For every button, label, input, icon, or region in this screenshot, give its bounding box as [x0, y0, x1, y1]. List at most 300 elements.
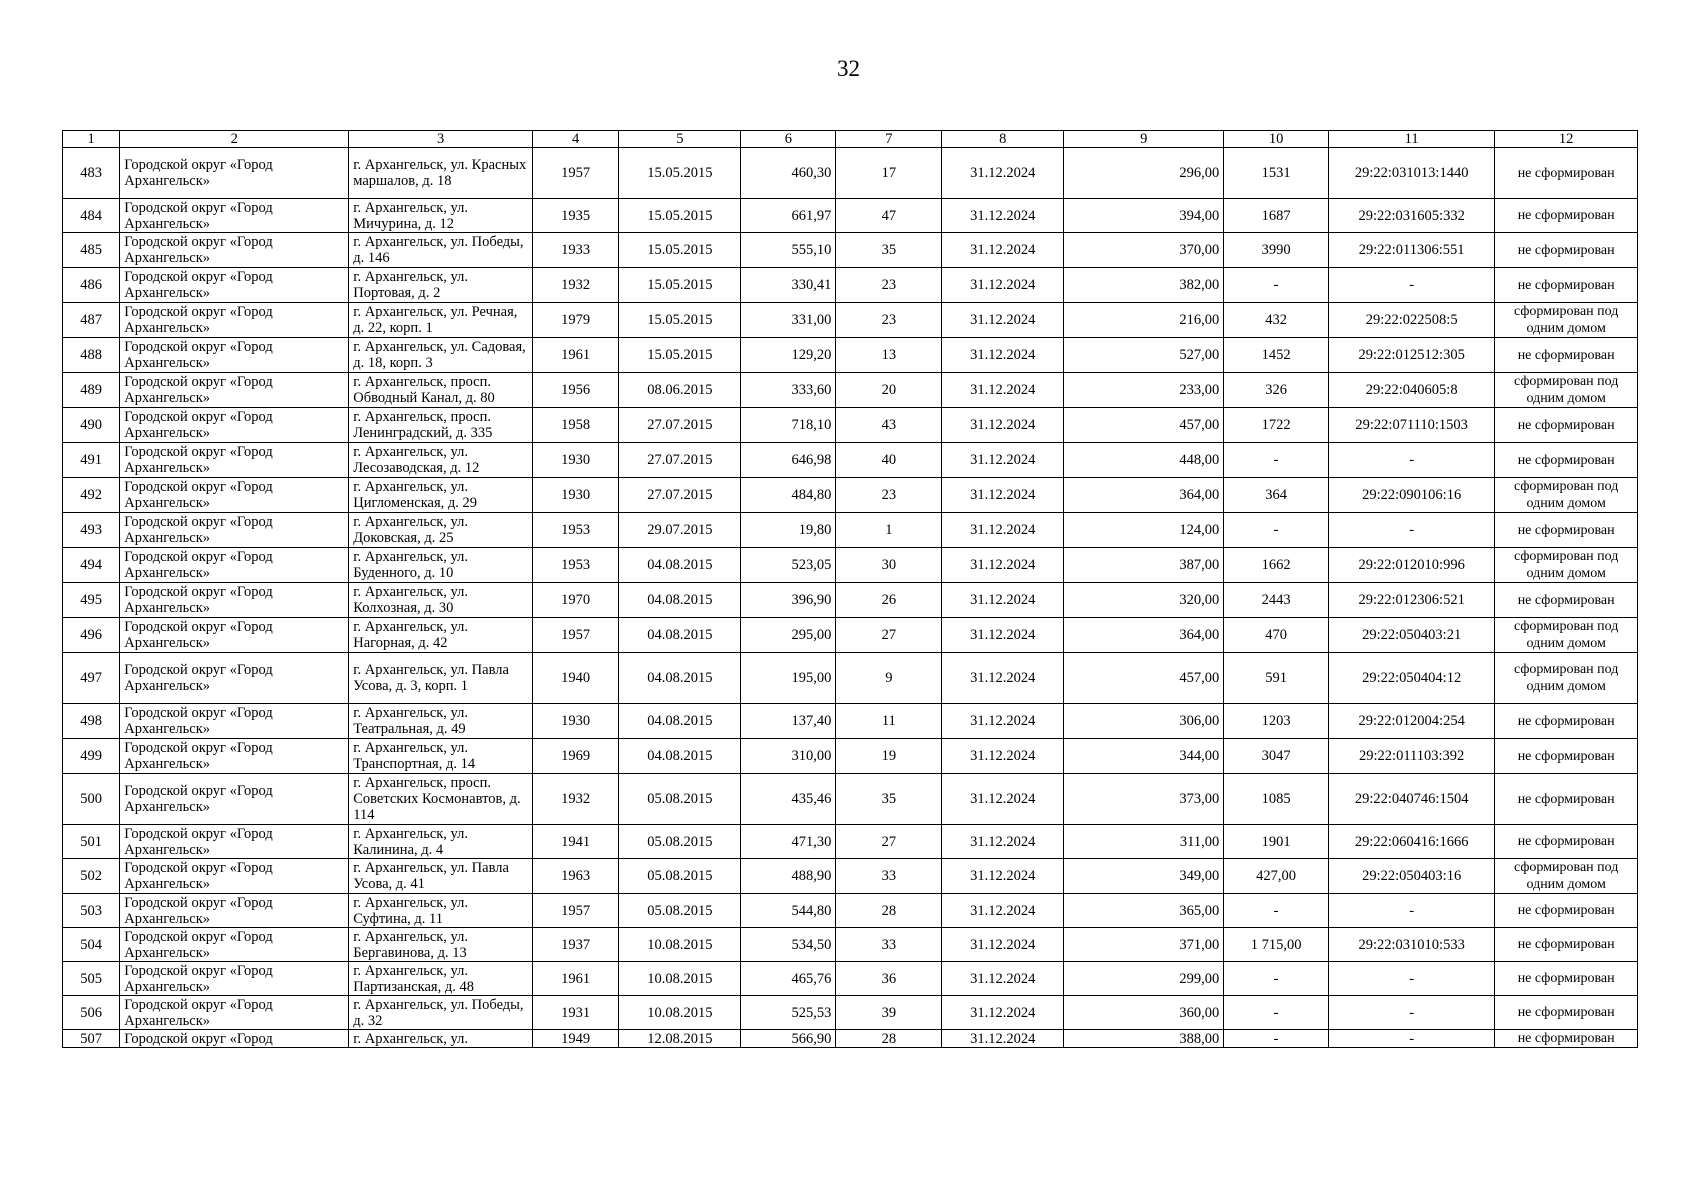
build-year-cell: 1933 [532, 233, 618, 268]
address-cell: г. Архангельск, ул. Цигломенская, д. 29 [349, 478, 533, 513]
table-row [63, 233, 1638, 268]
cadastral-number-cell: 29:22:031010:533 [1328, 928, 1494, 962]
owner-cell: Городской округ «Город Архангельск» [120, 233, 349, 268]
column-number-header: 6 [741, 131, 836, 148]
build-year-cell: 1956 [532, 373, 618, 408]
recognition-date-cell: 04.08.2015 [619, 548, 741, 583]
plot-status-cell: не сформирован [1495, 338, 1638, 373]
build-year-cell: 1957 [532, 894, 618, 928]
area-cell: 310,00 [741, 739, 836, 774]
row-number-cell: 492 [63, 478, 120, 513]
row-number-cell: 498 [63, 704, 120, 739]
area-cell: 331,00 [741, 303, 836, 338]
plot-area-cell: - [1224, 962, 1329, 996]
area-cell: 544,80 [741, 894, 836, 928]
cadastral-number-cell: - [1328, 1030, 1494, 1048]
recognition-date-cell: 05.08.2015 [619, 825, 741, 859]
land-area-cell: 320,00 [1064, 583, 1224, 618]
cadastral-number-cell: 29:22:012306:521 [1328, 583, 1494, 618]
area-cell: 646,98 [741, 443, 836, 478]
address-cell: г. Архангельск, ул. Мичурина, д. 12 [349, 199, 533, 233]
table-row [63, 443, 1638, 478]
row-number-cell: 499 [63, 739, 120, 774]
land-area-cell: 388,00 [1064, 1030, 1224, 1048]
row-number-cell: 486 [63, 268, 120, 303]
row-number-cell: 500 [63, 774, 120, 825]
owner-cell: Городской округ «Город Архангельск» [120, 859, 349, 894]
build-year-cell: 1932 [532, 268, 618, 303]
land-area-cell: 216,00 [1064, 303, 1224, 338]
land-area-cell: 373,00 [1064, 774, 1224, 825]
row-number-cell: 489 [63, 373, 120, 408]
cadastral-number-cell: - [1328, 996, 1494, 1030]
build-year-cell: 1937 [532, 928, 618, 962]
land-area-cell: 370,00 [1064, 233, 1224, 268]
resettlement-deadline-cell: 31.12.2024 [942, 199, 1064, 233]
recognition-date-cell: 27.07.2015 [619, 478, 741, 513]
address-cell: г. Архангельск, просп. Советских Космонавтов, д. 114 [349, 774, 533, 825]
area-cell: 460,30 [741, 148, 836, 199]
resettlement-deadline-cell: 31.12.2024 [942, 583, 1064, 618]
owner-cell: Городской округ «Город Архангельск» [120, 268, 349, 303]
plot-status-cell: не сформирован [1495, 233, 1638, 268]
row-number-cell: 502 [63, 859, 120, 894]
land-area-cell: 527,00 [1064, 338, 1224, 373]
column-number-header: 7 [836, 131, 942, 148]
table-row [63, 774, 1638, 825]
table-row [63, 583, 1638, 618]
owner-cell: Городской округ «Город Архангельск» [120, 739, 349, 774]
residents-count-cell: 17 [836, 148, 942, 199]
residents-count-cell: 40 [836, 443, 942, 478]
plot-status-cell: не сформирован [1495, 443, 1638, 478]
column-number-header: 11 [1328, 131, 1494, 148]
resettlement-deadline-cell: 31.12.2024 [942, 653, 1064, 704]
resettlement-deadline-cell: 31.12.2024 [942, 443, 1064, 478]
plot-area-cell: 470 [1224, 618, 1329, 653]
land-area-cell: 311,00 [1064, 825, 1224, 859]
table-row [63, 148, 1638, 199]
address-cell: г. Архангельск, ул. Павла Усова, д. 3, корп. 1 [349, 653, 533, 704]
resettlement-deadline-cell: 31.12.2024 [942, 268, 1064, 303]
resettlement-deadline-cell: 31.12.2024 [942, 962, 1064, 996]
owner-cell: Городской округ «Город Архангельск» [120, 548, 349, 583]
area-cell: 718,10 [741, 408, 836, 443]
row-number-cell: 504 [63, 928, 120, 962]
recognition-date-cell: 15.05.2015 [619, 148, 741, 199]
owner-cell: Городской округ «Город Архангельск» [120, 199, 349, 233]
plot-area-cell: 364 [1224, 478, 1329, 513]
residents-count-cell: 30 [836, 548, 942, 583]
table-row [63, 825, 1638, 859]
residents-count-cell: 28 [836, 1030, 942, 1048]
resettlement-deadline-cell: 31.12.2024 [942, 859, 1064, 894]
table-row [63, 408, 1638, 443]
area-cell: 523,05 [741, 548, 836, 583]
table-row [63, 303, 1638, 338]
row-number-cell: 487 [63, 303, 120, 338]
recognition-date-cell: 15.05.2015 [619, 233, 741, 268]
area-cell: 484,80 [741, 478, 836, 513]
plot-area-cell: - [1224, 1030, 1329, 1048]
table-row [63, 478, 1638, 513]
plot-status-cell: не сформирован [1495, 268, 1638, 303]
plot-area-cell: 1687 [1224, 199, 1329, 233]
recognition-date-cell: 04.08.2015 [619, 583, 741, 618]
build-year-cell: 1957 [532, 618, 618, 653]
cadastral-number-cell: - [1328, 268, 1494, 303]
plot-area-cell: - [1224, 513, 1329, 548]
land-area-cell: 394,00 [1064, 199, 1224, 233]
address-cell: г. Архангельск, ул. Колхозная, д. 30 [349, 583, 533, 618]
column-number-header: 10 [1224, 131, 1329, 148]
resettlement-deadline-cell: 31.12.2024 [942, 739, 1064, 774]
residents-count-cell: 9 [836, 653, 942, 704]
plot-area-cell: 1085 [1224, 774, 1329, 825]
table-row [63, 894, 1638, 928]
resettlement-deadline-cell: 31.12.2024 [942, 774, 1064, 825]
cadastral-number-cell: 29:22:040605:8 [1328, 373, 1494, 408]
plot-status-cell: не сформирован [1495, 148, 1638, 199]
plot-area-cell: 2443 [1224, 583, 1329, 618]
resettlement-deadline-cell: 31.12.2024 [942, 478, 1064, 513]
plot-area-cell: - [1224, 443, 1329, 478]
address-cell: г. Архангельск, ул. Победы, д. 146 [349, 233, 533, 268]
residents-count-cell: 27 [836, 825, 942, 859]
plot-status-cell: не сформирован [1495, 1030, 1638, 1048]
owner-cell: Городской округ «Город Архангельск» [120, 825, 349, 859]
plot-area-cell: - [1224, 996, 1329, 1030]
column-number-header: 2 [120, 131, 349, 148]
cadastral-number-cell: 29:22:012512:305 [1328, 338, 1494, 373]
area-cell: 333,60 [741, 373, 836, 408]
cadastral-number-cell: - [1328, 443, 1494, 478]
build-year-cell: 1941 [532, 825, 618, 859]
row-number-cell: 495 [63, 583, 120, 618]
address-cell: г. Архангельск, ул. Доковская, д. 25 [349, 513, 533, 548]
recognition-date-cell: 05.08.2015 [619, 859, 741, 894]
row-number-cell: 491 [63, 443, 120, 478]
table-row [63, 548, 1638, 583]
land-area-cell: 344,00 [1064, 739, 1224, 774]
plot-area-cell: 1662 [1224, 548, 1329, 583]
recognition-date-cell: 12.08.2015 [619, 1030, 741, 1048]
row-number-cell: 494 [63, 548, 120, 583]
residents-count-cell: 33 [836, 928, 942, 962]
land-area-cell: 364,00 [1064, 478, 1224, 513]
table-row [63, 996, 1638, 1030]
cadastral-number-cell: 29:22:011103:392 [1328, 739, 1494, 774]
area-cell: 566,90 [741, 1030, 836, 1048]
land-area-cell: 387,00 [1064, 548, 1224, 583]
residents-count-cell: 33 [836, 859, 942, 894]
build-year-cell: 1930 [532, 704, 618, 739]
owner-cell: Городской округ «Город Архангельск» [120, 513, 349, 548]
resettlement-deadline-cell: 31.12.2024 [942, 408, 1064, 443]
column-number-header: 3 [349, 131, 533, 148]
cadastral-number-cell: - [1328, 894, 1494, 928]
table-row [63, 653, 1638, 704]
plot-status-cell: не сформирован [1495, 774, 1638, 825]
table-row [63, 1030, 1638, 1048]
recognition-date-cell: 15.05.2015 [619, 338, 741, 373]
plot-status-cell: не сформирован [1495, 583, 1638, 618]
address-cell: г. Архангельск, просп. Обводный Канал, д. 80 [349, 373, 533, 408]
owner-cell: Городской округ «Город Архангельск» [120, 478, 349, 513]
plot-area-cell: 1 715,00 [1224, 928, 1329, 962]
owner-cell: Городской округ «Город Архангельск» [120, 408, 349, 443]
plot-status-cell: не сформирован [1495, 704, 1638, 739]
address-cell: г. Архангельск, ул. Калинина, д. 4 [349, 825, 533, 859]
column-number-header: 8 [942, 131, 1064, 148]
build-year-cell: 1953 [532, 513, 618, 548]
resettlement-deadline-cell: 31.12.2024 [942, 618, 1064, 653]
housing-registry-table [62, 130, 1638, 1048]
area-cell: 488,90 [741, 859, 836, 894]
column-number-header: 9 [1064, 131, 1224, 148]
table-row [63, 859, 1638, 894]
address-cell: г. Архангельск, ул. Садовая, д. 18, корп. 3 [349, 338, 533, 373]
owner-cell: Городской округ «Город Архангельск» [120, 996, 349, 1030]
address-cell: г. Архангельск, ул. Суфтина, д. 11 [349, 894, 533, 928]
residents-count-cell: 13 [836, 338, 942, 373]
land-area-cell: 124,00 [1064, 513, 1224, 548]
plot-area-cell: - [1224, 894, 1329, 928]
land-area-cell: 382,00 [1064, 268, 1224, 303]
row-number-cell: 490 [63, 408, 120, 443]
resettlement-deadline-cell: 31.12.2024 [942, 894, 1064, 928]
land-area-cell: 296,00 [1064, 148, 1224, 199]
resettlement-deadline-cell: 31.12.2024 [942, 704, 1064, 739]
plot-area-cell: - [1224, 268, 1329, 303]
area-cell: 330,41 [741, 268, 836, 303]
address-cell: г. Архангельск, ул. Победы, д. 32 [349, 996, 533, 1030]
plot-area-cell: 3990 [1224, 233, 1329, 268]
residents-count-cell: 19 [836, 739, 942, 774]
recognition-date-cell: 27.07.2015 [619, 408, 741, 443]
area-cell: 525,53 [741, 996, 836, 1030]
address-cell: г. Архангельск, ул. Портовая, д. 2 [349, 268, 533, 303]
resettlement-deadline-cell: 31.12.2024 [942, 513, 1064, 548]
recognition-date-cell: 15.05.2015 [619, 303, 741, 338]
cadastral-number-cell: 29:22:022508:5 [1328, 303, 1494, 338]
plot-status-cell: сформирован под одним домом [1495, 859, 1638, 894]
land-area-cell: 233,00 [1064, 373, 1224, 408]
plot-status-cell: не сформирован [1495, 825, 1638, 859]
page-number: 32 [837, 56, 860, 81]
cadastral-number-cell: 29:22:040746:1504 [1328, 774, 1494, 825]
recognition-date-cell: 15.05.2015 [619, 268, 741, 303]
land-area-cell: 360,00 [1064, 996, 1224, 1030]
build-year-cell: 1935 [532, 199, 618, 233]
residents-count-cell: 1 [836, 513, 942, 548]
plot-status-cell: сформирован под одним домом [1495, 618, 1638, 653]
area-cell: 435,46 [741, 774, 836, 825]
residents-count-cell: 23 [836, 303, 942, 338]
recognition-date-cell: 15.05.2015 [619, 199, 741, 233]
area-cell: 195,00 [741, 653, 836, 704]
recognition-date-cell: 04.08.2015 [619, 618, 741, 653]
residents-count-cell: 28 [836, 894, 942, 928]
address-cell: г. Архангельск, ул. Партизанская, д. 48 [349, 962, 533, 996]
address-cell: г. Архангельск, ул. Лесозаводская, д. 12 [349, 443, 533, 478]
address-cell: г. Архангельск, ул. Транспортная, д. 14 [349, 739, 533, 774]
build-year-cell: 1930 [532, 478, 618, 513]
area-cell: 137,40 [741, 704, 836, 739]
resettlement-deadline-cell: 31.12.2024 [942, 996, 1064, 1030]
plot-status-cell: не сформирован [1495, 928, 1638, 962]
residents-count-cell: 39 [836, 996, 942, 1030]
build-year-cell: 1970 [532, 583, 618, 618]
area-cell: 19,80 [741, 513, 836, 548]
residents-count-cell: 27 [836, 618, 942, 653]
area-cell: 129,20 [741, 338, 836, 373]
residents-count-cell: 36 [836, 962, 942, 996]
plot-area-cell: 1452 [1224, 338, 1329, 373]
row-number-cell: 488 [63, 338, 120, 373]
cadastral-number-cell: - [1328, 962, 1494, 996]
row-number-cell: 506 [63, 996, 120, 1030]
recognition-date-cell: 04.08.2015 [619, 704, 741, 739]
owner-cell: Городской округ «Город Архангельск» [120, 443, 349, 478]
row-number-cell: 497 [63, 653, 120, 704]
cadastral-number-cell: 29:22:050403:21 [1328, 618, 1494, 653]
owner-cell: Городской округ «Город Архангельск» [120, 148, 349, 199]
resettlement-deadline-cell: 31.12.2024 [942, 303, 1064, 338]
owner-cell: Городской округ «Город Архангельск» [120, 618, 349, 653]
plot-status-cell: не сформирован [1495, 199, 1638, 233]
owner-cell: Городской округ «Город Архангельск» [120, 928, 349, 962]
table-row [63, 928, 1638, 962]
plot-area-cell: 326 [1224, 373, 1329, 408]
resettlement-deadline-cell: 31.12.2024 [942, 548, 1064, 583]
owner-cell: Городской округ «Город Архангельск» [120, 373, 349, 408]
land-area-cell: 349,00 [1064, 859, 1224, 894]
address-cell: г. Архангельск, ул. Бергавинова, д. 13 [349, 928, 533, 962]
plot-status-cell: не сформирован [1495, 996, 1638, 1030]
column-number-row [63, 131, 1638, 148]
build-year-cell: 1969 [532, 739, 618, 774]
recognition-date-cell: 04.08.2015 [619, 653, 741, 704]
table-row [63, 618, 1638, 653]
recognition-date-cell: 10.08.2015 [619, 996, 741, 1030]
land-area-cell: 299,00 [1064, 962, 1224, 996]
area-cell: 396,90 [741, 583, 836, 618]
recognition-date-cell: 27.07.2015 [619, 443, 741, 478]
resettlement-deadline-cell: 31.12.2024 [942, 928, 1064, 962]
cadastral-number-cell: 29:22:050403:16 [1328, 859, 1494, 894]
area-cell: 555,10 [741, 233, 836, 268]
cadastral-number-cell: 29:22:012010:996 [1328, 548, 1494, 583]
build-year-cell: 1957 [532, 148, 618, 199]
table-row [63, 268, 1638, 303]
plot-status-cell: сформирован под одним домом [1495, 373, 1638, 408]
residents-count-cell: 26 [836, 583, 942, 618]
owner-cell: Городской округ «Город Архангельск» [120, 653, 349, 704]
table-row [63, 513, 1638, 548]
plot-area-cell: 1901 [1224, 825, 1329, 859]
build-year-cell: 1949 [532, 1030, 618, 1048]
area-cell: 295,00 [741, 618, 836, 653]
table-row [63, 199, 1638, 233]
owner-cell: Городской округ «Город Архангельск» [120, 894, 349, 928]
resettlement-deadline-cell: 31.12.2024 [942, 233, 1064, 268]
plot-status-cell: сформирован под одним домом [1495, 303, 1638, 338]
row-number-cell: 505 [63, 962, 120, 996]
owner-cell: Городской округ «Город Архангельск» [120, 338, 349, 373]
build-year-cell: 1931 [532, 996, 618, 1030]
table-row [63, 962, 1638, 996]
cadastral-number-cell: 29:22:031605:332 [1328, 199, 1494, 233]
owner-cell: Городской округ «Город Архангельск» [120, 303, 349, 338]
address-cell: г. Архангельск, ул. Театральная, д. 49 [349, 704, 533, 739]
column-number-header: 5 [619, 131, 741, 148]
resettlement-deadline-cell: 31.12.2024 [942, 148, 1064, 199]
recognition-date-cell: 10.08.2015 [619, 928, 741, 962]
cadastral-number-cell: 29:22:011306:551 [1328, 233, 1494, 268]
cadastral-number-cell: 29:22:060416:1666 [1328, 825, 1494, 859]
row-number-cell: 484 [63, 199, 120, 233]
plot-status-cell: не сформирован [1495, 894, 1638, 928]
land-area-cell: 457,00 [1064, 408, 1224, 443]
build-year-cell: 1958 [532, 408, 618, 443]
cadastral-number-cell: 29:22:012004:254 [1328, 704, 1494, 739]
residents-count-cell: 20 [836, 373, 942, 408]
row-number-cell: 501 [63, 825, 120, 859]
owner-cell: Городской округ «Город [120, 1030, 349, 1048]
table-body [63, 148, 1638, 1048]
area-cell: 534,50 [741, 928, 836, 962]
row-number-cell: 507 [63, 1030, 120, 1048]
land-area-cell: 365,00 [1064, 894, 1224, 928]
plot-status-cell: не сформирован [1495, 739, 1638, 774]
build-year-cell: 1953 [532, 548, 618, 583]
cadastral-number-cell: 29:22:050404:12 [1328, 653, 1494, 704]
resettlement-deadline-cell: 31.12.2024 [942, 825, 1064, 859]
residents-count-cell: 11 [836, 704, 942, 739]
row-number-cell: 493 [63, 513, 120, 548]
build-year-cell: 1930 [532, 443, 618, 478]
table-row [63, 373, 1638, 408]
plot-area-cell: 432 [1224, 303, 1329, 338]
owner-cell: Городской округ «Город Архангельск» [120, 704, 349, 739]
address-cell: г. Архангельск, ул. Павла Усова, д. 41 [349, 859, 533, 894]
address-cell: г. Архангельск, ул. [349, 1030, 533, 1048]
plot-status-cell: не сформирован [1495, 408, 1638, 443]
owner-cell: Городской округ «Город Архангельск» [120, 583, 349, 618]
plot-status-cell: сформирован под одним домом [1495, 653, 1638, 704]
plot-area-cell: 1531 [1224, 148, 1329, 199]
residents-count-cell: 23 [836, 268, 942, 303]
area-cell: 661,97 [741, 199, 836, 233]
plot-area-cell: 3047 [1224, 739, 1329, 774]
build-year-cell: 1961 [532, 338, 618, 373]
build-year-cell: 1979 [532, 303, 618, 338]
recognition-date-cell: 05.08.2015 [619, 894, 741, 928]
recognition-date-cell: 29.07.2015 [619, 513, 741, 548]
plot-area-cell: 1722 [1224, 408, 1329, 443]
build-year-cell: 1963 [532, 859, 618, 894]
cadastral-number-cell: - [1328, 513, 1494, 548]
address-cell: г. Архангельск, ул. Нагорная, д. 42 [349, 618, 533, 653]
table-row [63, 739, 1638, 774]
plot-status-cell: не сформирован [1495, 513, 1638, 548]
plot-status-cell: не сформирован [1495, 962, 1638, 996]
row-number-cell: 483 [63, 148, 120, 199]
plot-area-cell: 1203 [1224, 704, 1329, 739]
residents-count-cell: 35 [836, 774, 942, 825]
build-year-cell: 1940 [532, 653, 618, 704]
